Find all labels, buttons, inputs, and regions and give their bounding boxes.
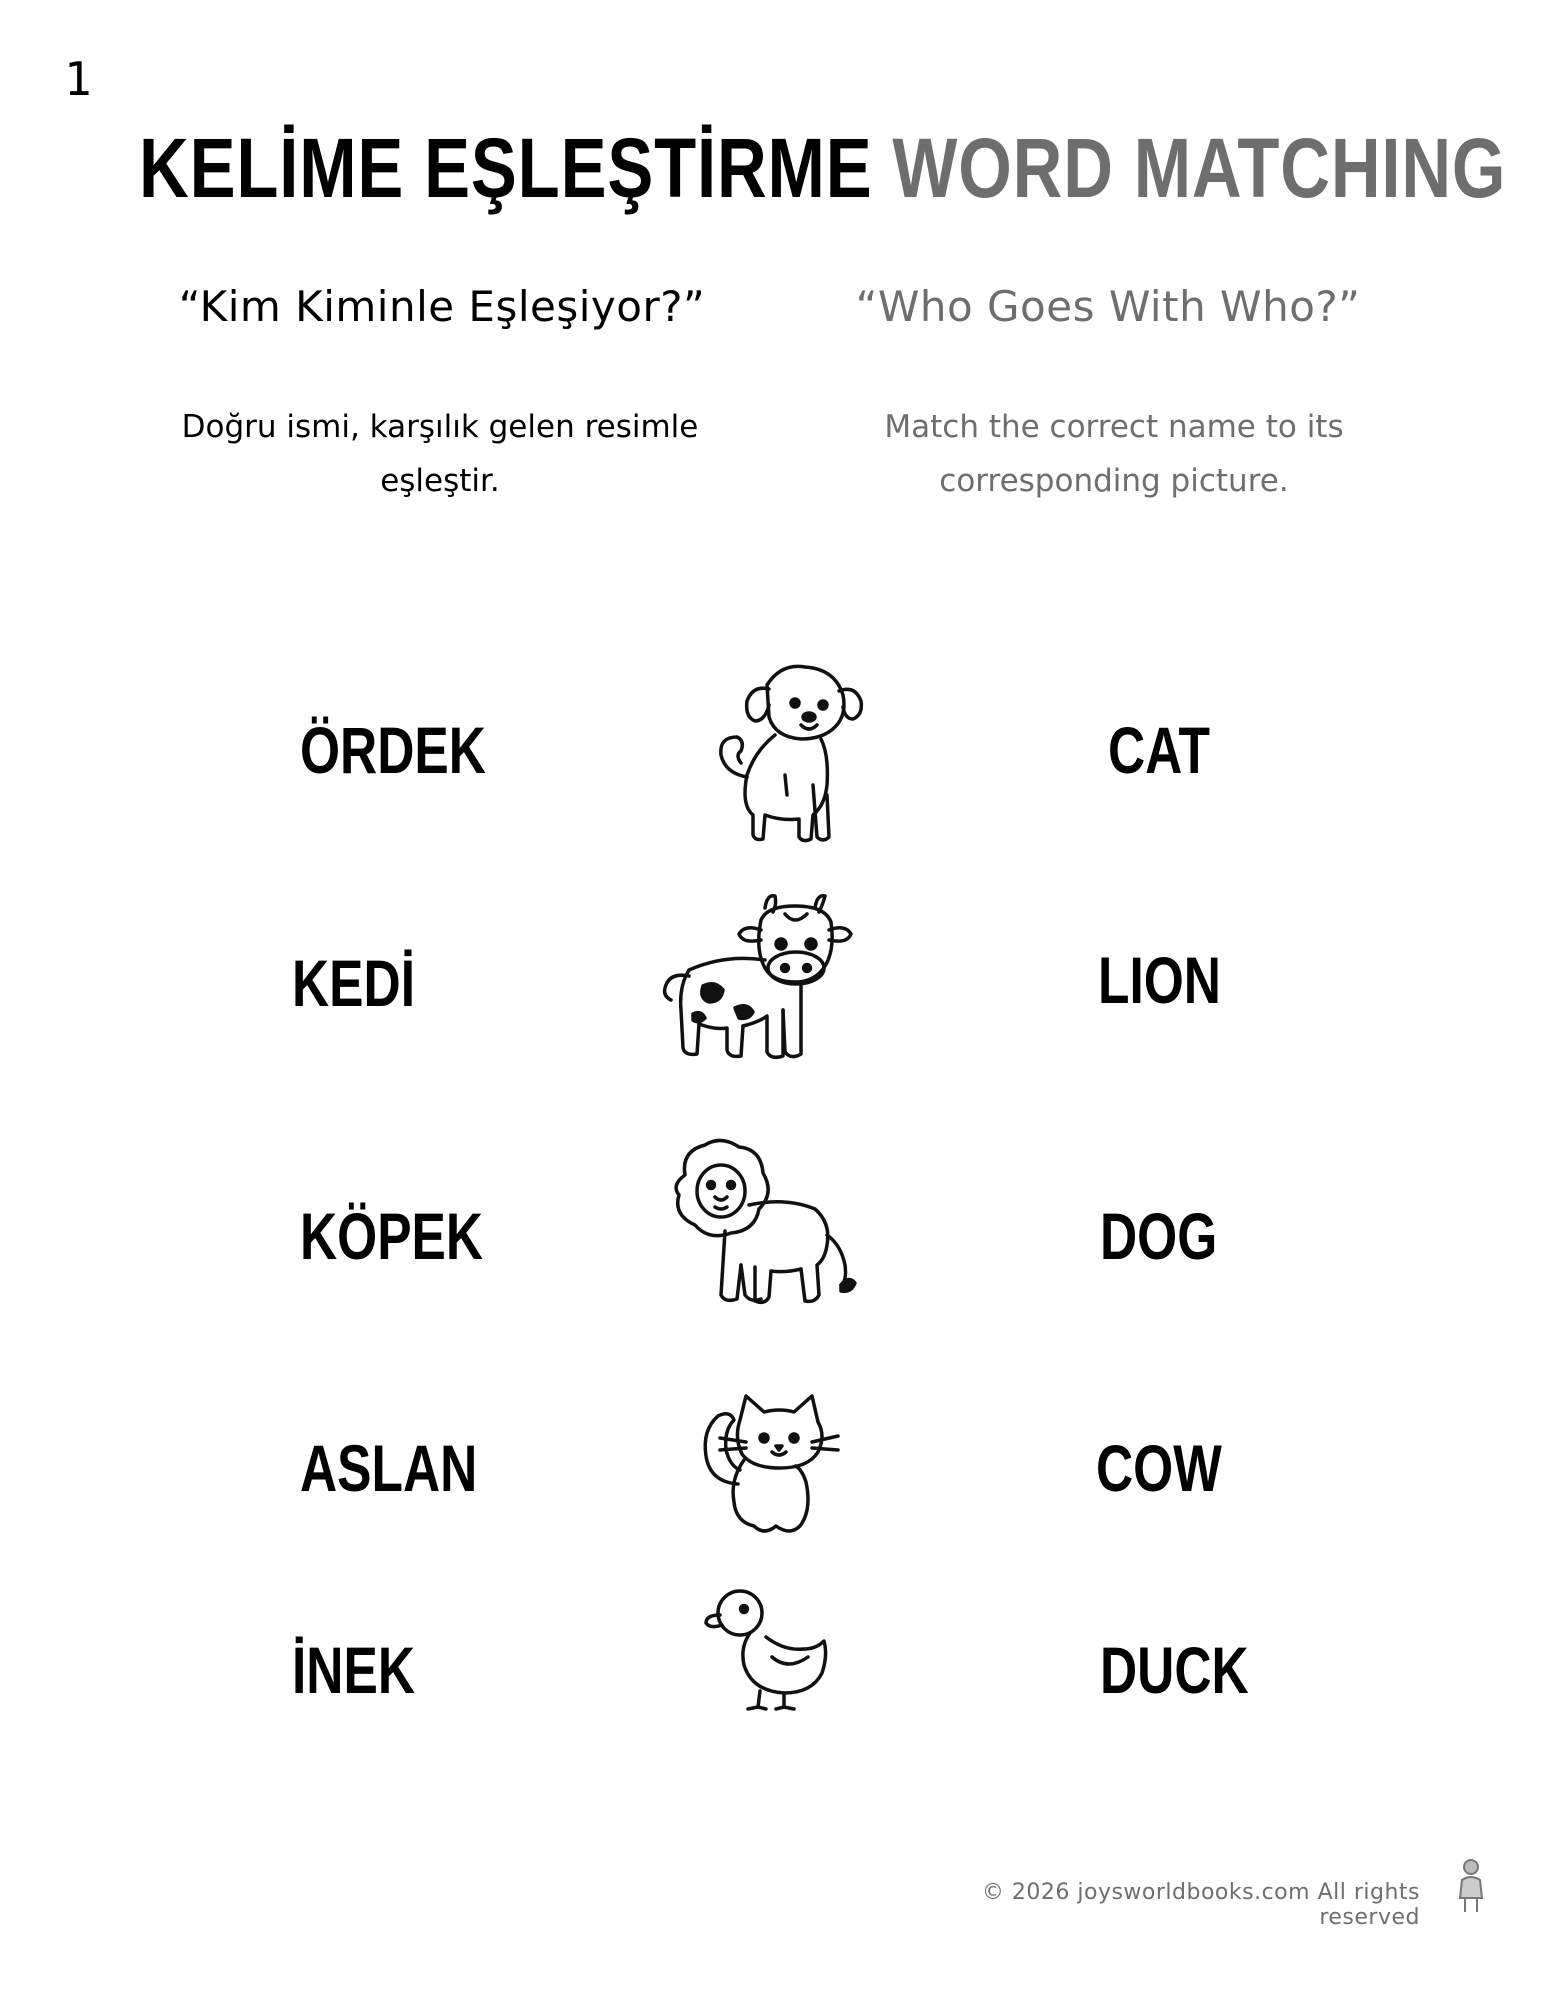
- instructions-english-line2: corresponding picture.: [939, 463, 1289, 499]
- page-number: 1: [64, 52, 92, 106]
- turkish-word-aslan[interactable]: ASLAN: [300, 1431, 478, 1505]
- cow-icon[interactable]: [655, 890, 865, 1065]
- instructions-turkish-line2: eşleştir.: [380, 463, 500, 499]
- title-turkish: KELİME EŞLEŞTİRME: [139, 121, 873, 215]
- english-word-cow[interactable]: COW: [1096, 1431, 1222, 1505]
- turkish-word-kopek[interactable]: KÖPEK: [300, 1199, 484, 1273]
- english-word-lion[interactable]: LION: [1098, 943, 1221, 1017]
- girl-logo-icon: [1456, 1858, 1486, 1919]
- dog-icon[interactable]: [695, 655, 875, 845]
- duck-icon[interactable]: [700, 1585, 840, 1715]
- copyright-footer: © 2026 joysworldbooks.com All rights reserved: [981, 1880, 1420, 1930]
- turkish-word-ordek[interactable]: ÖRDEK: [300, 713, 486, 787]
- instructions-english-line1: Match the correct name to its: [884, 409, 1344, 445]
- lion-icon[interactable]: [665, 1135, 865, 1310]
- subtitle-english: “Who Goes With Who?”: [855, 282, 1361, 331]
- turkish-word-inek[interactable]: İNEK: [292, 1633, 415, 1707]
- page-title: [139, 120, 1507, 217]
- turkish-word-kedi[interactable]: KEDİ: [292, 946, 415, 1020]
- english-word-duck[interactable]: DUCK: [1100, 1633, 1249, 1707]
- english-word-cat[interactable]: CAT: [1108, 713, 1210, 787]
- instructions-turkish-line1: Doğru ismi, karşılık gelen resimle: [181, 409, 699, 445]
- subtitle-turkish: “Kim Kiminle Eşleşiyor?”: [178, 282, 706, 331]
- instructions-english: [824, 400, 1404, 508]
- title-english: WORD MATCHING: [892, 121, 1507, 215]
- english-word-dog[interactable]: DOG: [1100, 1199, 1218, 1273]
- instructions-turkish: [150, 400, 730, 508]
- cat-icon[interactable]: [680, 1390, 850, 1540]
